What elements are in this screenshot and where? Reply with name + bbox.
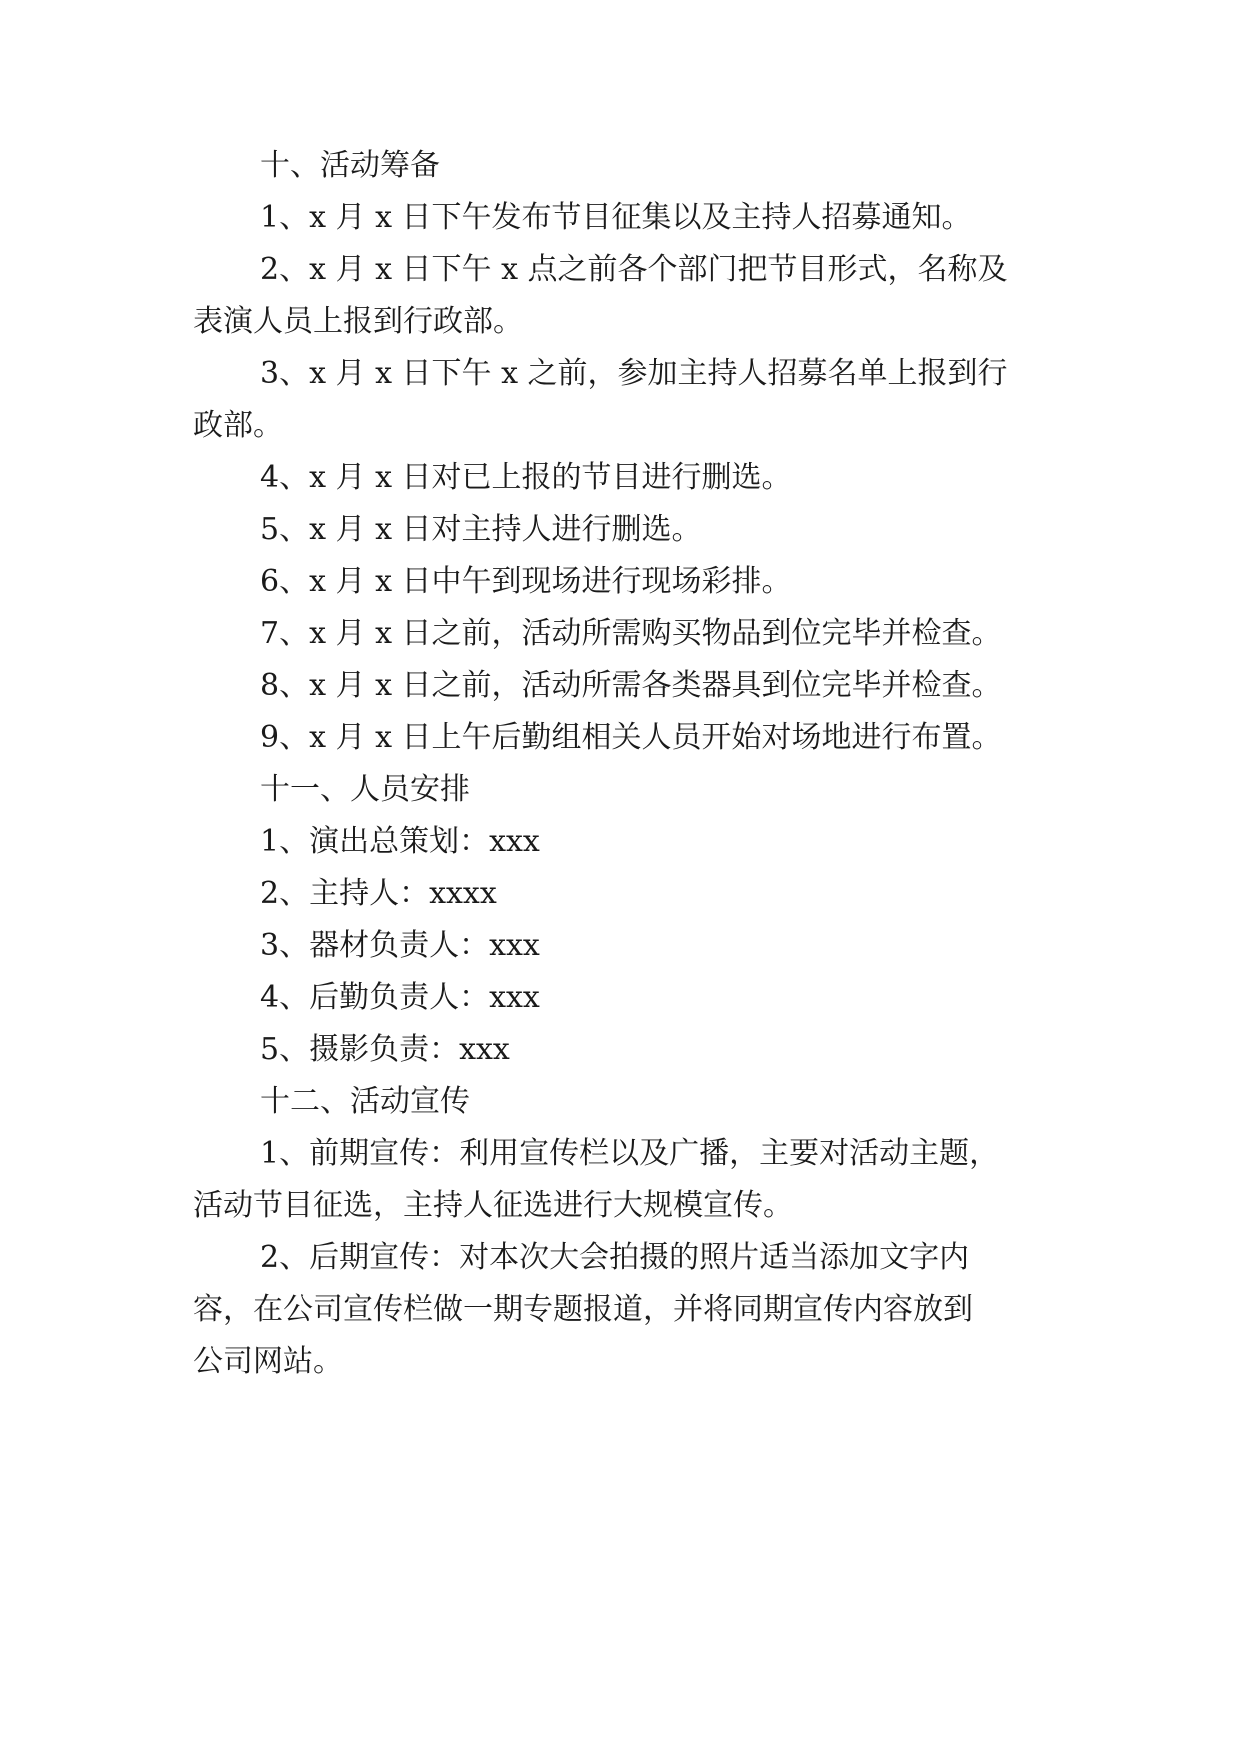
section-heading-preparation: 十、活动筹备	[260, 148, 440, 183]
section-heading-staffing: 十一、人员安排	[260, 772, 470, 807]
paragraph-line: 1、x 月 x 日下午发布节目征集以及主持人招募通知。	[260, 200, 972, 235]
paragraph-line: 4、后勤负责人：xxx	[260, 980, 540, 1015]
paragraph-line: 5、摄影负责：xxx	[260, 1032, 510, 1067]
paragraph-line: 表演人员上报到行政部。	[193, 304, 523, 339]
paragraph-line: 4、x 月 x 日对已上报的节目进行删选。	[260, 460, 792, 495]
paragraph-line: 2、主持人：xxxx	[260, 876, 497, 911]
paragraph-line: 2、后期宣传：对本次大会拍摄的照片适当添加文字内	[260, 1240, 970, 1275]
paragraph-line: 1、演出总策划：xxx	[260, 824, 540, 859]
paragraph-line: 容，在公司宣传栏做一期专题报道，并将同期宣传内容放到	[193, 1292, 973, 1327]
paragraph-line: 9、x 月 x 日上午后勤组相关人员开始对场地进行布置。	[260, 720, 1002, 755]
paragraph-line: 活动节目征选，主持人征选进行大规模宣传。	[193, 1188, 793, 1223]
paragraph-line: 1、前期宣传：利用宣传栏以及广播，主要对活动主题，	[260, 1136, 1000, 1171]
paragraph-line: 8、x 月 x 日之前，活动所需各类器具到位完毕并检查。	[260, 668, 1002, 703]
paragraph-line: 公司网站。	[193, 1344, 343, 1379]
paragraph-line: 3、x 月 x 日下午 x 之前，参加主持人招募名单上报到行	[260, 356, 1008, 391]
paragraph-line: 5、x 月 x 日对主持人进行删选。	[260, 512, 702, 547]
section-heading-publicity: 十二、活动宣传	[260, 1084, 470, 1119]
paragraph-line: 6、x 月 x 日中午到现场进行现场彩排。	[260, 564, 792, 599]
paragraph-line: 3、器材负责人：xxx	[260, 928, 540, 963]
paragraph-line: 7、x 月 x 日之前，活动所需购买物品到位完毕并检查。	[260, 616, 1002, 651]
paragraph-line: 政部。	[193, 408, 283, 443]
paragraph-line: 2、x 月 x 日下午 x 点之前各个部门把节目形式，名称及	[260, 252, 1008, 287]
